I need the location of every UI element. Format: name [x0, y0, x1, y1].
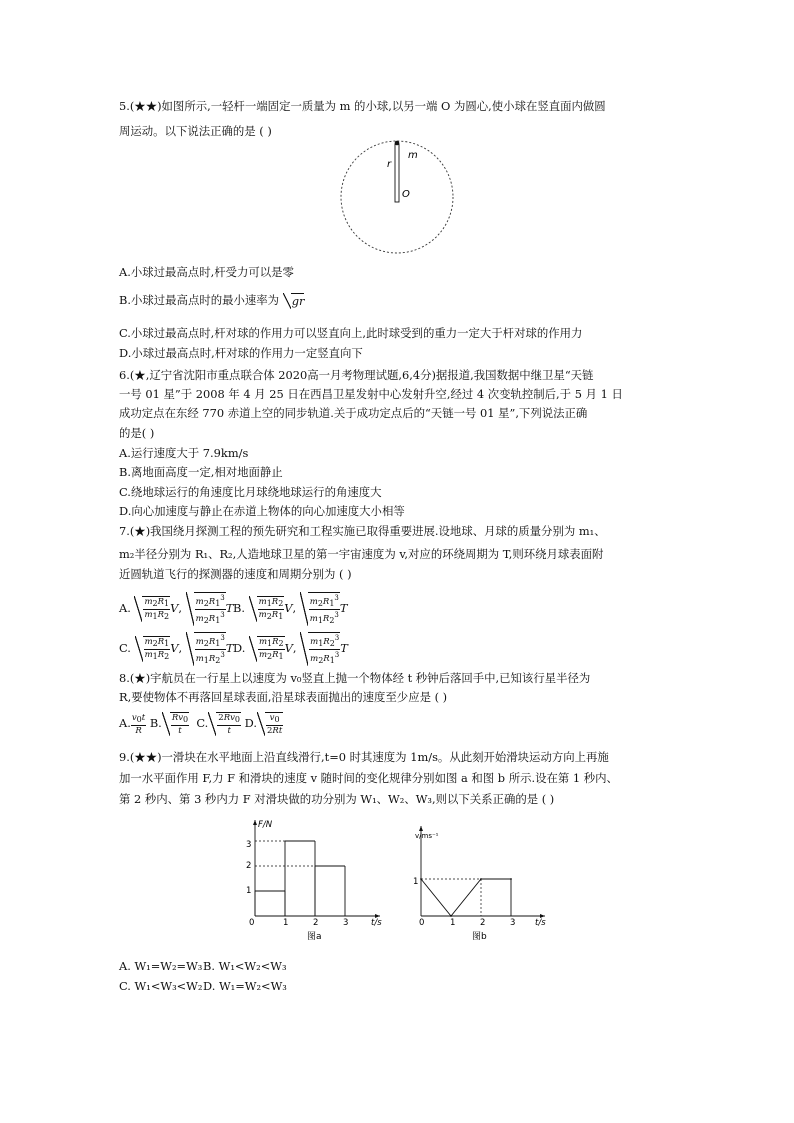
chart-b-y-arrow [419, 826, 423, 831]
chart-a-origin: 0 [249, 918, 255, 928]
q7-b-sqrt-v: $\frac{m_1R_2}{m_2R_1}$ [249, 596, 285, 622]
q8-options [119, 712, 283, 736]
q7-option-d: D. $\frac{m_1R_2}{m_2R_1}$ V, $\frac{m_1R_2^3}{m_2R_1^3}$ T [233, 634, 348, 665]
q6-stem-line3: 成功定点在东经 770 赤道上空的同步轨道.关于成功定点后的“天链一号 01 星”,下列说法正确 [119, 406, 588, 420]
chart-a-xlabel: t/s [371, 918, 382, 928]
q8-stem-line1: 8.(★)宇航员在一行星上以速度为 v₀竖直上抛一个物体经 t 秒钟后落回手中,已知该行星半径为 [119, 671, 591, 685]
q5-circle-figure [338, 138, 458, 258]
q7-d-sqrt-t: $\frac{m_1R_2^3}{m_2R_1^3}$ [300, 632, 340, 666]
chart-b-caption: 图b [472, 932, 487, 942]
light-rod [395, 144, 399, 202]
chart-a-ytick-2: 2 [246, 861, 252, 871]
q7-c-sqrt-t: $\frac{m_2R_1^3}{m_1R_2^3}$ [186, 632, 226, 666]
q5-option-a: A.小球过最高点时,杆受力可以是零 [119, 265, 294, 279]
chart-a-xtick-3: 3 [343, 918, 349, 928]
q8-b-label: B. [149, 716, 162, 730]
q7-option-b: B. $\frac{m_1R_2}{m_2R_1}$ V, $\frac{m_2R_1^3}{m_1R_2^3}$ T [233, 594, 348, 625]
chart-a-force-time [230, 812, 390, 947]
chart-b-velocity-time [405, 812, 555, 947]
q7-stem-line1: 7.(★)我国绕月探测工程的预先研究和工程实施已取得重要进展.设地球、月球的质量分别为 m₁、 [119, 524, 606, 538]
q8-d-label: D. [244, 716, 257, 730]
chart-a-ytick-3: 3 [246, 840, 252, 850]
q6-option-b: B.离地面高度一定,相对地面静止 [119, 465, 283, 479]
q5-stem-line2: 周运动。以下说法正确的是 ( ) [119, 124, 272, 138]
q7-c-label: C. [119, 640, 131, 655]
q7-b-sqrt-t: $\frac{m_2R_1^3}{m_1R_2^3}$ [300, 592, 340, 626]
q8-b-expr: $\frac{Rv_0}{t}$ [162, 712, 189, 736]
q7-d-label: D. [233, 640, 246, 655]
q8-c-expr: $\frac{2Rv_0}{t}$ [208, 712, 241, 736]
q5-option-b-text: B.小球过最高点时的最小速率为 [119, 293, 280, 307]
q7-stem-line2: m₂半径分别为 R₁、R₂,人造地球卫星的第一宇宙速度为 v,对应的环绕周期为 T,则环绕月球表面附 [119, 547, 604, 561]
chart-a-marks [255, 841, 345, 916]
circle-path [341, 141, 453, 253]
q7-a-label: A. [119, 600, 131, 615]
chart-b-xtick-3: 3 [510, 918, 516, 928]
q6-stem-line4: 的是( ) [119, 426, 155, 440]
q9-stem-line2: 加一水平面作用 F,力 F 和滑块的速度 v 随时间的变化规律分别如图 a 和图 b 所示.设在第 1 秒内、 [119, 771, 618, 785]
q5-option-b [119, 293, 304, 309]
q9-option-b: B. W₁<W₂<W₃ [203, 959, 287, 973]
q7-stem-line3: 近圆轨道飞行的探测器的速度和周期分别为 ( ) [119, 567, 352, 581]
label-o: O [402, 189, 410, 200]
q6-stem-line2: 一号 01 星”于 2008 年 4 月 25 日在西昌卫星发射中心发射升空,经过 4 次变轨控制后,于 5 月 1 日 [119, 387, 623, 401]
q9-option-a: A. W₁=W₂=W₃ [119, 959, 203, 973]
q5-stem-line1: 5.(★★)如图所示,一轻杆一端固定一质量为 m 的小球,以另一端 O 为圆心,使小球在竖直面内做圆 [119, 99, 606, 113]
q7-d-sqrt-v: $\frac{m_1R_2}{m_2R_1}$ [249, 636, 285, 662]
q7-b-label: B. [233, 600, 245, 615]
q9-stem-line1: 9.(★★)一滑块在水平地面上沿直线滑行,t=0 时其速度为 1m/s。从此刻开始滑块运动方向上再施 [119, 750, 609, 764]
ball [395, 141, 400, 146]
q8-d-expr: $\frac{v_0}{2Rt}$ [257, 712, 283, 736]
q9-option-c: C. W₁<W₃<W₂ [119, 979, 203, 993]
q6-stem-line1: 6.(★,辽宁省沈阳市重点联合体 2020高一月考物理试题,6,4分)据报道,我国数据中继卫星“天链 [119, 368, 594, 382]
q9-stem-line3: 第 2 秒内、第 3 秒内力 F 对滑块做的功分别为 W₁、W₂、W₃,则以下关系正确的是 ( ) [119, 792, 555, 806]
chart-a-y-arrow [253, 820, 257, 825]
q6-option-d: D.向心加速度与静止在赤道上物体的向心加速度大小相等 [119, 504, 405, 518]
chart-b-xtick-2: 2 [480, 918, 486, 928]
chart-b-ylabel: v/ms⁻¹ [415, 832, 439, 840]
chart-b-origin: 0 [419, 918, 425, 928]
sqrt-gr [283, 293, 305, 309]
q7-a-sqrt-v: $\frac{m_2R_1}{m_1R_2}$ [134, 596, 170, 622]
chart-a-ytick-1: 1 [246, 886, 252, 896]
chart-b-point-3 [510, 878, 512, 880]
q6-option-c: C.绕地球运行的角速度比月球绕地球运行的角速度大 [119, 485, 382, 499]
chart-b-xlabel: t/s [535, 918, 546, 928]
q9-option-d: D. W₁=W₂<W₃ [203, 979, 287, 993]
q6-option-a: A.运行速度大于 7.9km/s [119, 446, 249, 460]
sqrt-gr-radicand: gr [291, 294, 305, 308]
chart-b-point-1 [450, 915, 452, 917]
chart-a-xtick-2: 2 [313, 918, 319, 928]
chart-b-point-2 [480, 878, 482, 880]
chart-a-ylabel: F/N [258, 820, 273, 830]
q8-c-label: C. [196, 716, 209, 730]
q7-option-c: C. $\frac{m_2R_1}{m_1R_2}$ V, $\frac{m_2R_1^3}{m_1R_2^3}$ T [119, 634, 234, 665]
q5-option-d: D.小球过最高点时,杆对球的作用力一定竖直向下 [119, 346, 363, 360]
chart-b-xtick-1: 1 [450, 918, 456, 928]
label-r: r [387, 159, 392, 170]
q8-a-expr: $\frac{v_0t}{R}$ [131, 712, 146, 736]
q7-option-a: A. $\frac{m_2R_1}{m_1R_2}$ V, $\frac{m_2R_1^3}{m_2R_1^3}$ T [119, 594, 234, 625]
label-m: m [408, 150, 418, 161]
chart-b-series-line [421, 879, 511, 916]
chart-b-point-0 [420, 878, 422, 880]
q7-a-sqrt-t: $\frac{m_2R_1^3}{m_2R_1^3}$ [186, 592, 226, 626]
chart-b-ytick-1: 1 [413, 877, 419, 887]
q8-stem-line2: R,要使物体不再落回星球表面,沿星球表面抛出的速度至少应是 ( ) [119, 690, 448, 704]
chart-b-marks [420, 878, 512, 917]
q8-a-label: A. [119, 716, 131, 730]
chart-a-xtick-1: 1 [283, 918, 289, 928]
chart-a-caption: 图a [307, 932, 322, 942]
q7-c-sqrt-v: $\frac{m_2R_1}{m_1R_2}$ [135, 636, 171, 662]
q5-option-c: C.小球过最高点时,杆对球的作用力可以竖直向上,此时球受到的重力一定大于杆对球的作用力 [119, 326, 583, 340]
